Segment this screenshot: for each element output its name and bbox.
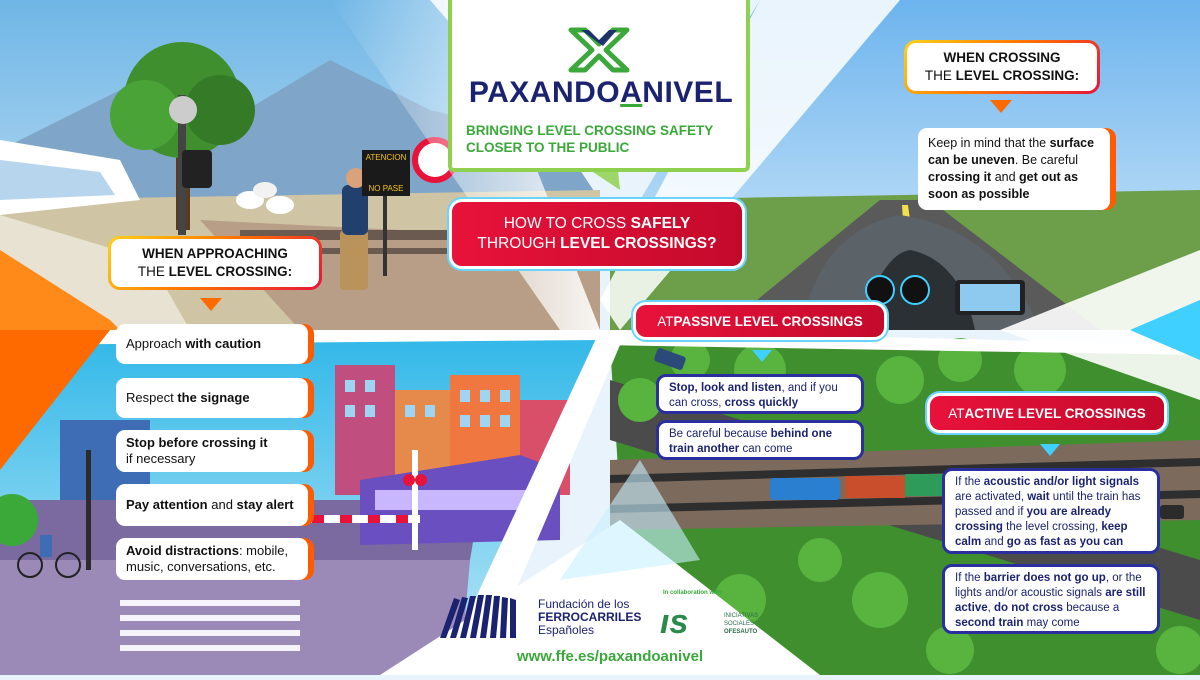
active-tip2-b: barrier does not go up <box>983 572 1106 584</box>
active-tip2-d: are still active <box>955 587 1146 614</box>
active-tip2-c: , or the lights and/or acoustic signals <box>955 572 1142 599</box>
active-tip2-i: may come <box>1023 617 1080 629</box>
active-tip1-f: you are already crossing <box>955 506 1111 533</box>
collab-label: In collaboration with: <box>663 590 724 596</box>
tagline-line2: CLOSER TO THE PUBLIC <box>466 140 630 155</box>
logo-word-a: PAXANDO <box>468 76 621 109</box>
partner-line3: OFESAUTO <box>724 629 758 635</box>
main-title-line1-a: HOW TO CROSS <box>503 215 631 232</box>
approaching-title-box <box>108 236 322 290</box>
approaching-title-line2-c: : <box>287 264 293 279</box>
sign-line2: NO PASE <box>368 184 404 193</box>
footer-url[interactable]: www.ffe.es/paxandoanivel <box>516 648 704 665</box>
crossing-title-line2 <box>907 67 1097 85</box>
approaching-title-line2-b: LEVEL CROSSING <box>168 264 288 279</box>
main-title <box>452 202 742 266</box>
crossing-tip-e: and <box>991 170 1020 184</box>
passive-tip2-b: behind one train another <box>669 428 832 455</box>
passive-tip-2 <box>656 420 864 460</box>
crossing-title-box <box>904 40 1100 94</box>
passive-title-a: AT <box>657 313 674 329</box>
active-tip1-a: If the <box>955 476 984 488</box>
step1-text-b: with caution <box>185 336 262 351</box>
crossing-tip-d: crossing it <box>928 170 992 184</box>
passive-tip1-a: Stop, look and listen <box>669 382 782 394</box>
active-arrow-icon <box>1040 444 1060 456</box>
warning-sign <box>362 152 410 194</box>
logo-x-icon <box>567 26 631 74</box>
partner-is-logo <box>660 602 696 642</box>
active-tip1-e: until the train has passed and if <box>955 491 1141 518</box>
crossing-arrow-icon <box>990 100 1012 113</box>
passive-title-b: PASSIVE LEVEL CROSSINGS <box>673 313 863 329</box>
passive-tip-1 <box>656 374 864 414</box>
crossing-title-line2-a: THE <box>924 68 956 83</box>
active-title <box>930 396 1164 430</box>
approach-step-3 <box>116 430 314 472</box>
active-tip1-j: go as fast as you can <box>1006 536 1124 548</box>
crossing-title-line2-b: LEVEL CROSSING <box>955 68 1075 83</box>
active-tip1-b: acoustic and/or light signals <box>983 476 1140 488</box>
main-title-line2-a: THROUGH <box>477 235 561 252</box>
passive-tip2-a: Be careful because <box>669 428 771 440</box>
partner-line1: INICIATIVAS <box>724 613 759 619</box>
footer <box>420 578 800 675</box>
partner-line2: SOCIALES <box>724 621 755 627</box>
active-tip2-f: do not cross <box>994 602 1064 614</box>
step2-text-b: the signage <box>177 390 250 405</box>
step3-text-b: Stop before crossing it <box>126 435 268 450</box>
passive-tip1-b: , and if you can cross, <box>669 382 838 409</box>
step4-text-d: stay alert <box>236 497 294 512</box>
active-tip1-i: and <box>981 536 1007 548</box>
main-title-line1 <box>504 214 691 234</box>
ffe-name <box>538 598 641 637</box>
ffe-line2: FERROCARRILES <box>538 610 642 624</box>
step5-text-c: : mobile, music, conversations, etc. <box>126 543 289 574</box>
approaching-title-line2-a: THE <box>137 264 169 279</box>
active-tip1-c: are activated, <box>955 491 1028 503</box>
step4-text-c: and <box>207 497 237 512</box>
active-tip1-h: keep calm <box>955 521 1128 548</box>
crossing-tip-f: get out as soon as possible <box>928 170 1079 201</box>
main-title-line2 <box>477 234 716 254</box>
active-tip-2 <box>942 564 1160 634</box>
step5-text-b: Avoid distractions <box>126 543 239 558</box>
main-title-line2-c: ? <box>707 235 717 252</box>
approach-step-5 <box>116 538 314 580</box>
active-tip2-h: second train <box>955 617 1024 629</box>
ffe-line3: Españoles <box>538 623 595 637</box>
tagline-line1: BRINGING LEVEL CROSSING SAFETY <box>466 123 714 138</box>
partner-name <box>724 612 758 636</box>
active-tip2-g: because a <box>1063 602 1120 614</box>
logo-tagline <box>466 122 746 156</box>
logo-wordmark <box>466 76 736 110</box>
crossing-tip-box <box>918 128 1116 210</box>
partner-logo-mark-icon: ıs <box>660 603 689 641</box>
approaching-arrow-icon <box>200 298 222 311</box>
step2-text-a: Respect <box>126 390 178 405</box>
passive-arrow-icon <box>752 350 772 362</box>
crossing-title-line2-c: : <box>1074 68 1080 83</box>
active-tip2-a: If the <box>955 572 984 584</box>
active-tip2-e: , <box>987 602 994 614</box>
main-title-line1-b: SAFELY <box>630 215 691 232</box>
step3-text-c: if necessary <box>126 451 196 466</box>
passive-tip2-c: can come <box>739 443 793 455</box>
approach-step-2 <box>116 378 314 418</box>
active-tip-1 <box>942 468 1160 554</box>
logo-card <box>448 0 750 172</box>
active-tip1-d: wait <box>1027 491 1050 503</box>
logo-word-c: NIVEL <box>642 76 734 109</box>
active-title-a: AT <box>948 405 965 421</box>
ffe-line1: Fundación de los <box>538 597 630 611</box>
approach-step-4 <box>116 484 314 526</box>
approach-step-1 <box>116 324 314 364</box>
main-title-line2-b: LEVEL CROSSINGS <box>560 235 708 252</box>
active-tip1-g: the level crossing, <box>1002 521 1102 533</box>
approaching-title-line2 <box>111 263 319 281</box>
ffe-logo-icon <box>434 592 526 642</box>
active-title-b: ACTIVE LEVEL CROSSINGS <box>964 405 1146 421</box>
passive-tip1-c: cross quickly <box>724 397 799 409</box>
sign-line1: ATENCION <box>365 153 407 162</box>
passive-title <box>636 305 884 337</box>
approaching-title-line1: WHEN APPROACHING <box>142 246 288 261</box>
crossing-title-line1: WHEN CROSSING <box>943 50 1061 65</box>
crossing-tip-a: Keep in mind that the <box>928 136 1050 150</box>
crossing-tip-b: surface can be uneven <box>928 136 1095 167</box>
step1-text-a: Approach <box>126 336 186 351</box>
step4-text-b: Pay attention <box>126 497 208 512</box>
logo-word-b: A <box>620 76 643 109</box>
crossing-tip-c: . Be careful <box>1014 153 1079 167</box>
